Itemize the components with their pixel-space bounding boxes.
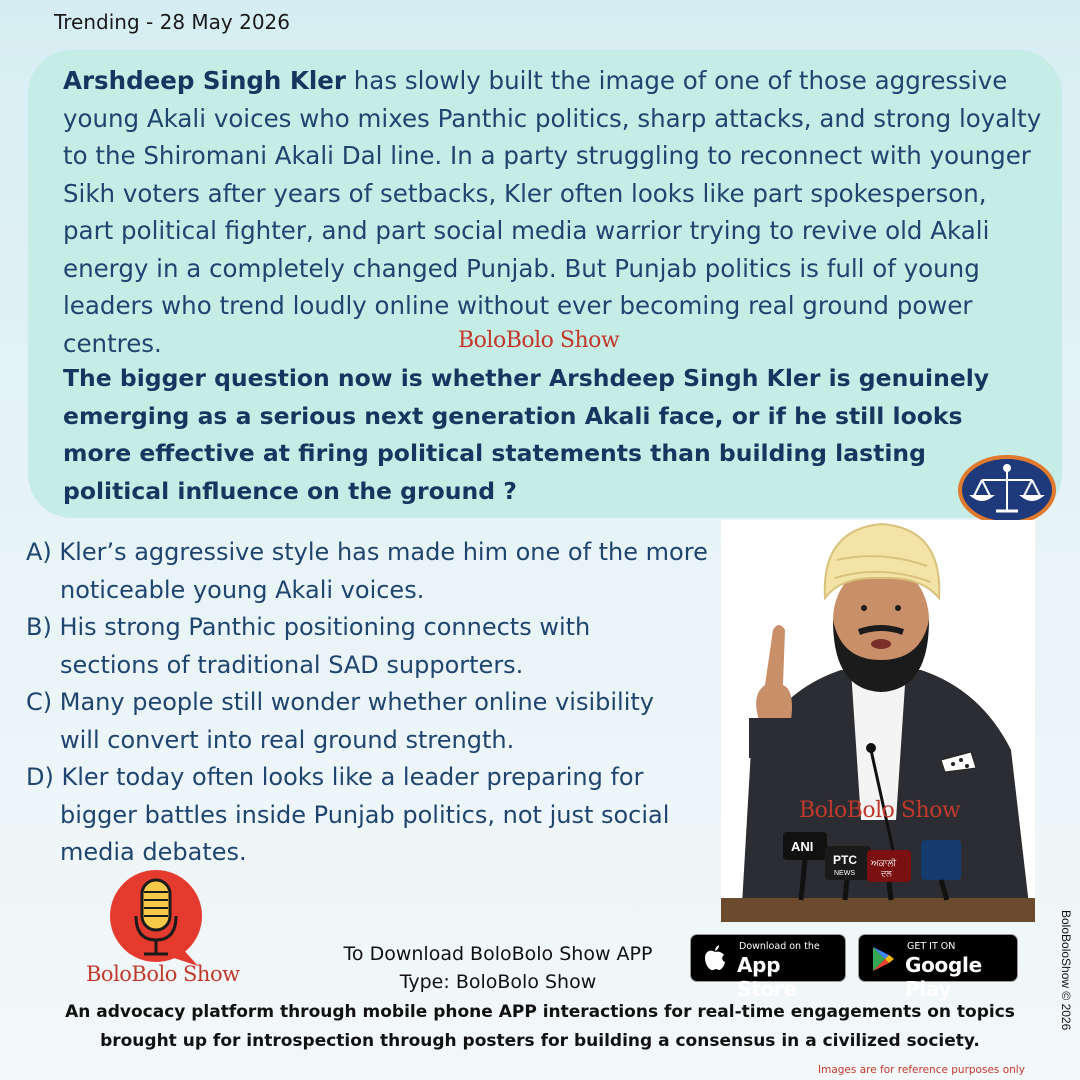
download-line2: Type: BoloBolo Show (399, 971, 597, 993)
app-store-small-label: Download on the (739, 941, 820, 952)
download-line1: To Download BoloBolo Show APP (343, 943, 653, 965)
option-a-line1: A) Kler’s aggressive style has made him one of the more (26, 538, 708, 566)
option-b-line2: sections of traditional SAD supporters. (60, 650, 524, 679)
option-a[interactable] (26, 534, 726, 609)
answer-options (26, 534, 726, 872)
app-store-label: App Store (737, 953, 797, 1001)
app-store-button[interactable] (690, 934, 846, 1001)
mic-label-ptc: PTC (833, 853, 857, 867)
download-instructions (320, 940, 676, 996)
option-d-line1: D) Kler today often looks like a leader preparing for (26, 763, 644, 791)
logo-text: BoloBolo Show (86, 962, 240, 986)
scales-of-justice-icon (958, 456, 1056, 524)
intro-paragraph (63, 62, 1043, 362)
option-b-line1: B) His strong Panthic positioning connects with (26, 613, 591, 641)
apple-icon (703, 944, 727, 972)
photo-watermark: BoloBolo Show (799, 798, 961, 823)
inline-watermark: BoloBolo Show (458, 328, 620, 353)
copyright-vertical (1048, 910, 1073, 1060)
mic-label-ani: ANI (791, 839, 814, 854)
option-c[interactable] (26, 684, 726, 759)
speaker-photo (721, 520, 1035, 922)
footer-tagline (0, 998, 1080, 1056)
option-b[interactable] (26, 609, 726, 684)
trending-date: Trending - 28 May 2026 (54, 10, 291, 34)
tagline-line1: An advocacy platform through mobile phone APP interactions for real-time engagements on topics (65, 1002, 1015, 1022)
option-c-line2: will convert into real ground strength. (60, 725, 515, 754)
option-c-line1: C) Many people still wonder whether online visibility (26, 688, 654, 716)
option-d[interactable] (26, 759, 726, 872)
subject-name: Arshdeep Singh Kler (63, 66, 346, 95)
tagline-line2: brought up for introspection through posters for building a consensus in a civilized society. (100, 1031, 980, 1051)
google-play-label: Google Play (905, 953, 982, 1001)
option-d-line2: bigger battles inside Punjab politics, not just social media debates. (60, 800, 670, 866)
question-text: The bigger question now is whether Arshdeep Singh Kler is genuinely emerging as a serious next generation Akali face, or if he still looks more effective at firing political statements than building lasting political influence on the ground ? (63, 364, 990, 505)
copyright-text: BoloBoloShow © 2026 (1059, 910, 1073, 1031)
mic-label-akali: ਅਕਾਲੀ (871, 859, 897, 869)
option-a-line2: noticeable young Akali voices. (60, 575, 425, 604)
google-play-icon (871, 945, 895, 973)
reference-note: Images are for reference purposes only (818, 1064, 1025, 1076)
paragraph-text: has slowly built the image of one of those aggressive young Akali voices who mixes Panthic politics, sharp attacks, and strong loyalty to the Shiromani Akali Dal line. In a party struggling to reconnect with younger Sikh voters after years of setbacks, Kler often looks like part spokesperson, part political fighter, and part social media warrior trying to revive old Akali energy in a completely changed Punjab. But Punjab politics is full of young leaders who trend loudly online without ever becoming real ground power centres. (63, 66, 1042, 358)
google-play-button[interactable] (858, 934, 1018, 1001)
mic-label-dal: ਦਲ (881, 869, 892, 878)
mic-label-news: NEWS (834, 870, 855, 877)
speaker-illustration (721, 520, 1035, 922)
google-play-small-label: GET IT ON (907, 941, 956, 952)
